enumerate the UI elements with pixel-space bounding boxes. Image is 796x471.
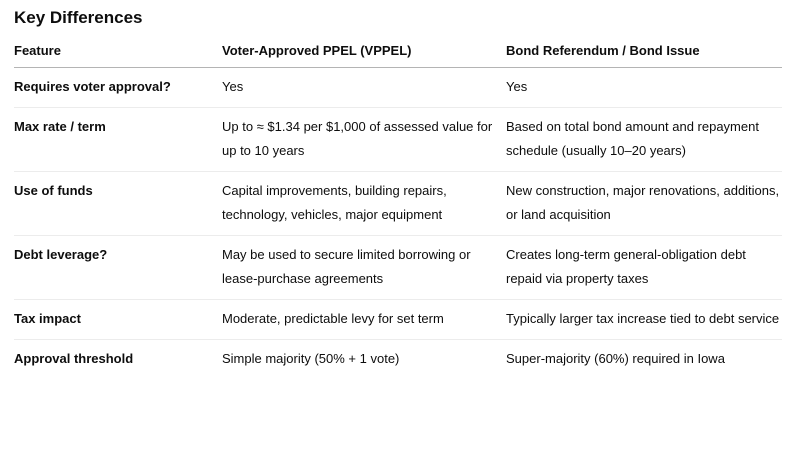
bond-text: Typically larger tax increase tied to debt service [506,311,780,326]
header-feature: Feature [14,37,222,68]
vppel-text: Capital improvements, building repairs, technology, vehicles, major equipment [222,183,447,222]
bond-cell [506,340,782,380]
table-header-row [14,37,782,68]
table-row [14,300,782,340]
vppel-text: Moderate, predictable levy for set term [222,311,444,326]
vppel-text: Simple majority (50% + 1 vote) [222,351,400,366]
feature-cell: Max rate / term [14,108,222,172]
vppel-cell [222,340,506,380]
vppel-cell [222,172,506,236]
vppel-text: Yes [222,79,244,94]
comparison-table [14,37,782,379]
bond-cell [506,172,782,236]
bond-text: New construction, major renovations, additions, or land acquisition [506,183,780,222]
table-row [14,172,782,236]
bond-cell [506,300,782,340]
feature-cell: Tax impact [14,300,222,340]
bond-cell [506,108,782,172]
table-row [14,68,782,108]
feature-cell: Approval threshold [14,351,134,366]
feature-cell: Use of funds [14,172,222,236]
feature-cell: Debt leverage? [14,236,222,300]
vppel-text: Up to ≈ $1.34 per $1,000 of assessed value for up to 10 years [222,119,493,158]
section-heading: Key Differences [14,8,143,27]
bond-text: Yes [506,79,528,94]
vppel-cell [222,68,506,108]
vppel-text: May be used to secure limited borrowing or lease-purchase agreements [222,247,471,286]
table-row [14,236,782,300]
header-bond: Bond Referendum / Bond Issue [506,37,782,68]
bond-cell [506,68,782,108]
bond-cell [506,236,782,300]
table-row [14,108,782,172]
vppel-cell [222,300,506,340]
header-vppel: Voter-Approved PPEL (VPPEL) [222,37,506,68]
vppel-cell [222,108,506,172]
bond-text: Creates long-term general-obligation debt repaid via property taxes [506,247,746,286]
table-row [14,340,782,380]
bond-text: Based on total bond amount and repayment schedule (usually 10–20 years) [506,119,759,158]
feature-cell: Requires voter approval? [14,68,222,108]
vppel-cell [222,236,506,300]
bond-text: Super-majority (60%) required in Iowa [506,351,725,366]
